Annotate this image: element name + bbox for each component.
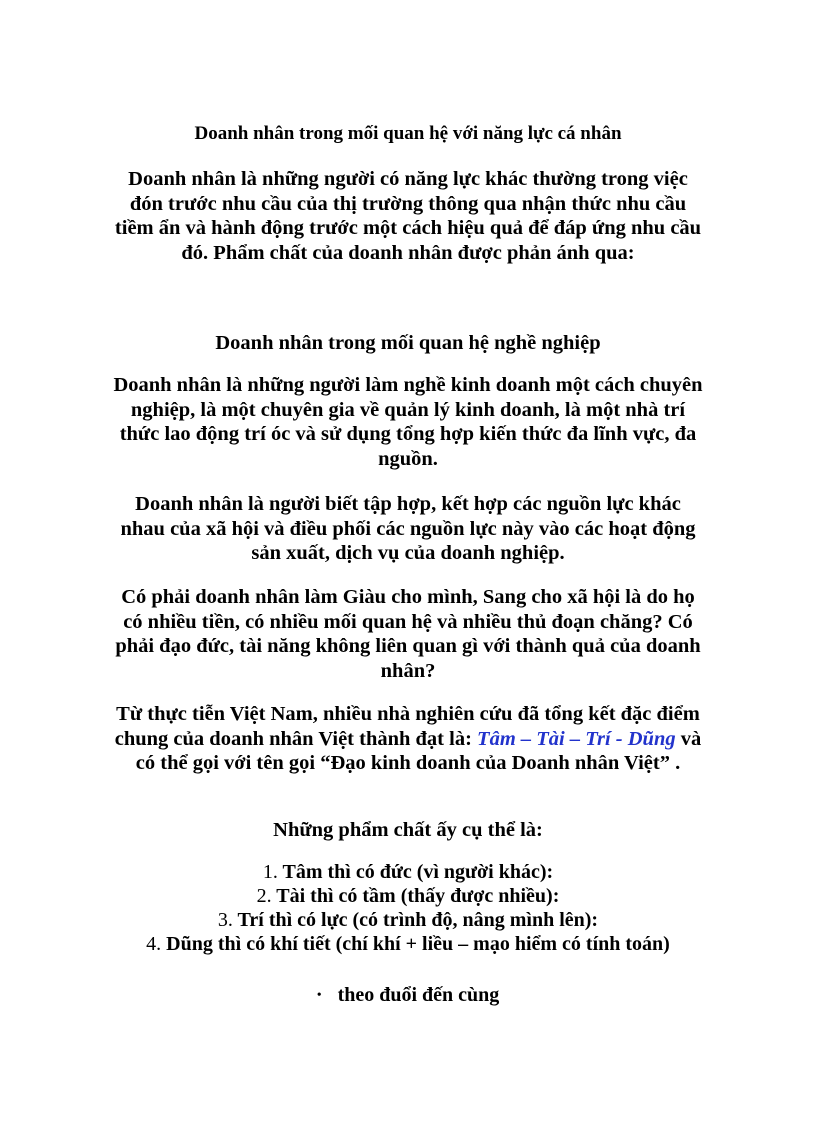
- list-number: 3.: [217, 909, 233, 931]
- list-item-text: Trí thì có lực (có trình độ, nâng mình lên):: [237, 909, 599, 931]
- list-item: [112, 884, 704, 908]
- list-item-text: Tài thì có tầm (thấy được nhiều):: [276, 885, 560, 907]
- list-item-text: Dũng thì có khí tiết (chí khí + liều – mạo hiểm có tính toán): [166, 933, 670, 955]
- qualities-intro: Những phẩm chất ấy cụ thể là:: [273, 819, 543, 841]
- list-item-text: Tâm thì có đức (vì người khác):: [282, 861, 554, 883]
- paragraph-vietnam-text-2: và có thể gọi với tên gọi “Đạo kinh doanh của Doanh nhân Việt” .: [135, 727, 702, 774]
- bullet-icon: •: [316, 988, 322, 1003]
- paragraph-vietnam-text-1: Từ thực tiễn Việt Nam, nhiều nhà nghiên cứu đã tổng kết đặc điểm chung của doanh nhân Việt thành đạt là:: [114, 703, 700, 750]
- list-item: [112, 908, 704, 932]
- list-number: 1.: [262, 861, 278, 883]
- list-item: [112, 932, 704, 956]
- list-item-text: theo đuổi đến cùng: [337, 984, 500, 1006]
- list-item: [112, 860, 704, 884]
- virtues-highlight: Tâm – Tài – Trí - Dũng: [477, 727, 676, 750]
- list-item: [112, 983, 704, 1008]
- bullet-list: [112, 983, 704, 1008]
- paragraph-vietnam-practice: [112, 702, 704, 776]
- list-number: 2.: [256, 885, 272, 907]
- list-number: 4.: [146, 933, 162, 955]
- paragraph-professional: Doanh nhân là những người làm nghề kinh doanh một cách chuyên nghiệp, là một chuyên gia về quản lý kinh doanh, là một nhà trí thức lao động trí óc và sử dụng tổng hợp kiến thức đa lĩnh vực, đa nguồn.: [113, 374, 703, 470]
- heading-personal-capacity: Doanh nhân trong mối quan hệ với năng lực cá nhân: [194, 123, 622, 144]
- intro-paragraph: Doanh nhân là những người có năng lực khác thường trong việc đón trước nhu cầu của thị trường thông qua nhận thức nhu cầu tiềm ẩn và hành động trước một cách hiệu quả để đáp ứng nhu cầu đó. Phẩm chất của doanh nhân được phản ánh qua:: [114, 168, 702, 264]
- qualities-list: [112, 860, 704, 956]
- paragraph-resources: Doanh nhân là người biết tập hợp, kết hợp các nguồn lực khác nhau của xã hội và điều phối các nguồn lực này vào các hoạt động sản xuất, dịch vụ của doanh nghiệp.: [120, 493, 696, 564]
- paragraph-questions: Có phải doanh nhân làm Giàu cho mình, Sang cho xã hội là do họ có nhiều tiền, có nhiều mối quan hệ và nhiều thủ đoạn chăng? Có phải đạo đức, tài năng không liên quan gì với thành quả của doanh nhân?: [115, 586, 701, 682]
- heading-professional-relation: Doanh nhân trong mối quan hệ nghề nghiệp: [215, 332, 601, 354]
